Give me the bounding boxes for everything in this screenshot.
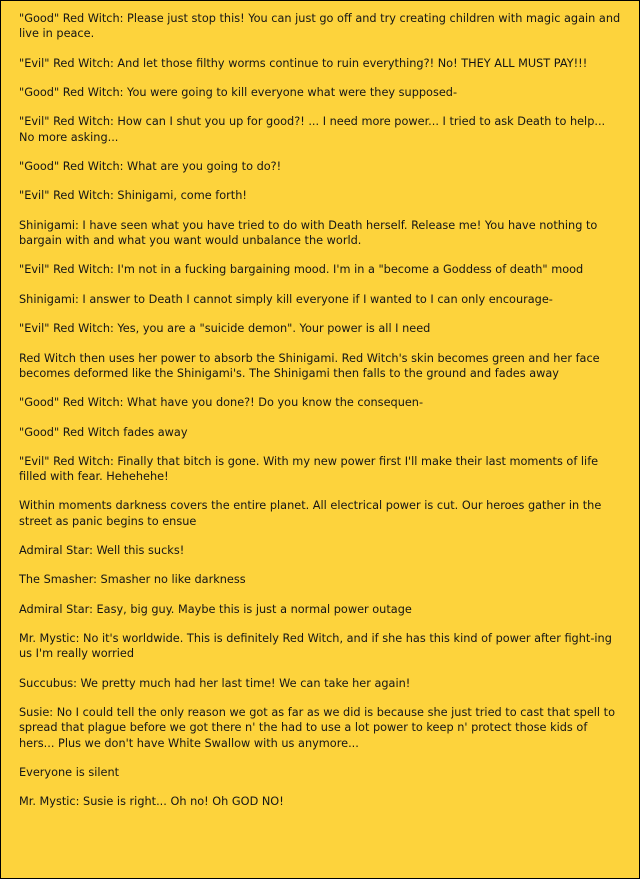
paragraph-7: Shinigami: I have seen what you have tried to do with Death herself. Release me! You have nothing to bargain with and what you want would unbalance the world. — [19, 218, 598, 247]
paragraph-14: "Evil" Red Witch: Finally that bitch is gone. With my new power first I'll make their last moments of life filled with fear. Hehehehe! — [19, 454, 599, 484]
paragraph-2: "Evil" Red Witch: And let those filthy worms continue to ruin everything?! No! THEY ALL MUST PAY!!! — [19, 56, 588, 70]
paragraph-11: Red Witch then uses her power to absorb the Shinigami. Red Witch's skin becomes green and her face becomes deformed like the Shinigami's. The Shinigami then falls to the ground and fades away — [19, 351, 600, 380]
paragraph-10: "Evil" Red Witch: Yes, you are a "suicide demon". Your power is all I need — [19, 322, 431, 336]
paragraph-21: Susie: No I could tell the only reason we got as far as we did is because she just tried to cast that spell to spread that plague before we got there n' the had to use a lot power to keep n' protect those kids of hers... Plus we don't have White Swallow with us anymore... — [19, 706, 616, 750]
paragraph-5: "Good" Red Witch: What are you going to do?! — [19, 159, 282, 173]
paragraph-4: "Evil" Red Witch: How can I shut you up for good?! ... I need more power... I tried to ask Death to help... No more asking... — [19, 115, 606, 144]
paragraph-6: "Evil" Red Witch: Shinigami, come forth! — [19, 189, 247, 203]
paragraph-12: "Good" Red Witch: What have you done?! Do you know the consequen- — [19, 396, 424, 410]
paragraph-17: The Smasher: Smasher no like darkness — [19, 573, 246, 587]
paragraph-16: Admiral Star: Well this sucks! — [19, 544, 185, 558]
paragraph-13: "Good" Red Witch fades away — [19, 425, 188, 439]
paragraph-9: Shinigami: I answer to Death I cannot simply kill everyone if I wanted to I can only encourage- — [19, 292, 553, 306]
paragraph-20: Succubus: We pretty much had her last time! We can take her again! — [19, 676, 411, 690]
script-text — [19, 11, 624, 824]
paragraph-15: Within moments darkness covers the entire planet. All electrical power is cut. Our heroes gather in the street as panic begins to ensue — [19, 499, 602, 528]
paragraph-1: "Good" Red Witch: Please just stop this! You can just go off and try creating children with magic again and live in peace. — [19, 12, 621, 41]
paragraph-23: Mr. Mystic: Susie is right... Oh no! Oh GOD NO! — [19, 795, 284, 809]
paragraph-22: Everyone is silent — [19, 766, 120, 780]
paragraph-19: Mr. Mystic: No it's worldwide. This is definitely Red Witch, and if she has this kind of power after fight-ing us I'm really worried — [19, 632, 612, 661]
paragraph-18: Admiral Star: Easy, big guy. Maybe this is just a normal power outage — [19, 602, 412, 616]
paragraph-3: "Good" Red Witch: You were going to kill everyone what were they supposed- — [19, 85, 458, 99]
paragraph-8: "Evil" Red Witch: I'm not in a fucking bargaining mood. I'm in a "become a Goddess of death" mood — [19, 263, 584, 277]
